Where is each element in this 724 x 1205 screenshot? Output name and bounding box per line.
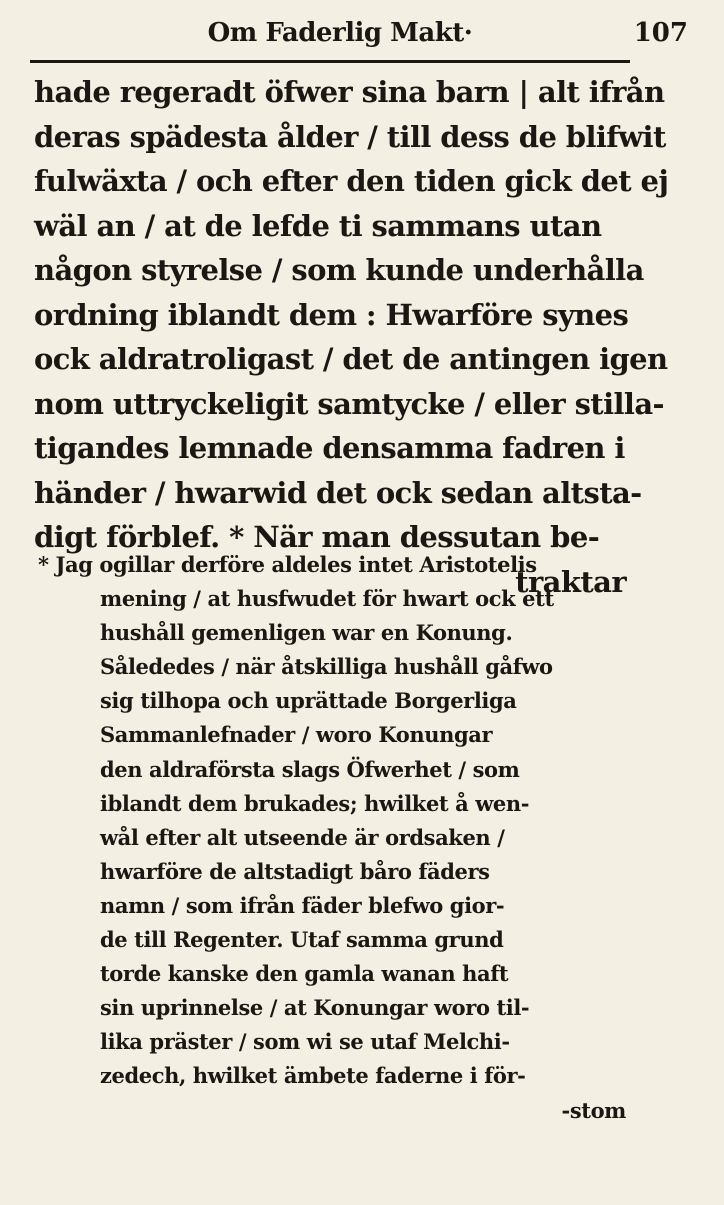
footnote-line: hushåll gemenligen war en Konung. <box>100 620 513 646</box>
footnote-line: Sammanlefnader / woro Konungar <box>100 722 493 748</box>
body-line: ock aldratroligast / det de antingen igen <box>34 342 668 376</box>
footnote-line: hwarföre de altstadigt båro fäders <box>100 858 490 884</box>
footnote-line: zedech, hwilket ämbete faderne i för- <box>100 1063 526 1089</box>
footnote-line: sin uprinnelse / at Konungar woro til- <box>100 995 530 1021</box>
body-text <box>34 70 669 604</box>
body-line: fulwäxta / och efter den tiden gick det ej <box>34 164 669 198</box>
catchword: traktar <box>515 564 626 599</box>
page-number: 107 <box>633 18 688 48</box>
footnote-line: * Jag ogillar derföre aldeles intet Aristotelis <box>38 552 537 577</box>
footnote-line: namn / som ifrån fäder blefwo gior- <box>100 892 505 918</box>
footnote-line: den aldraförsta slags Öfwerhet / som <box>100 756 520 782</box>
footnote-line: iblandt dem brukades; hwilket å wen- <box>100 790 530 816</box>
body-line: någon styrelse / som kunde underhålla <box>34 253 644 287</box>
footnote-line: Sålededes / när åtskilliga hushåll gåfwo <box>100 654 553 680</box>
header-rule <box>30 60 630 63</box>
body-line: händer / hwarwid det ock sedan altsta- <box>34 475 642 510</box>
footnote-line: de till Regenter. Utaf samma grund <box>100 927 504 953</box>
footnote-line: lika präster / som wi se utaf Melchi- <box>100 1029 510 1055</box>
page-header <box>30 14 694 54</box>
body-line: ordning iblandt dem : Hwarföre synes <box>34 297 629 332</box>
footnote <box>38 548 626 1128</box>
footnote-line: wål efter alt utseende är ordsaken / <box>100 824 505 850</box>
body-line: hade regeradt öfwer sina barn | alt ifrån <box>34 75 665 109</box>
body-line: nom uttryckeligit samtycke / eller stilla- <box>34 386 664 421</box>
footnote-line: torde kanske den gamla wanan haft <box>100 961 509 987</box>
footnote-catchword: -stom <box>561 1097 626 1123</box>
footnote-line: sig tilhopa och uprättade Borgerliga <box>100 688 517 714</box>
running-head: Om Faderlig Makt· <box>207 18 473 48</box>
footnote-line: mening / at husfwudet för hwart ock ett <box>100 586 554 612</box>
body-line: digt förblef. * När man dessutan be- <box>34 520 600 554</box>
body-line: wäl an / at de lefde ti sammans utan <box>34 208 602 243</box>
body-line: tigandes lemnade densamma fadren i <box>34 431 625 465</box>
body-line: deras spädesta ålder / till dess de blifwit <box>34 119 666 154</box>
